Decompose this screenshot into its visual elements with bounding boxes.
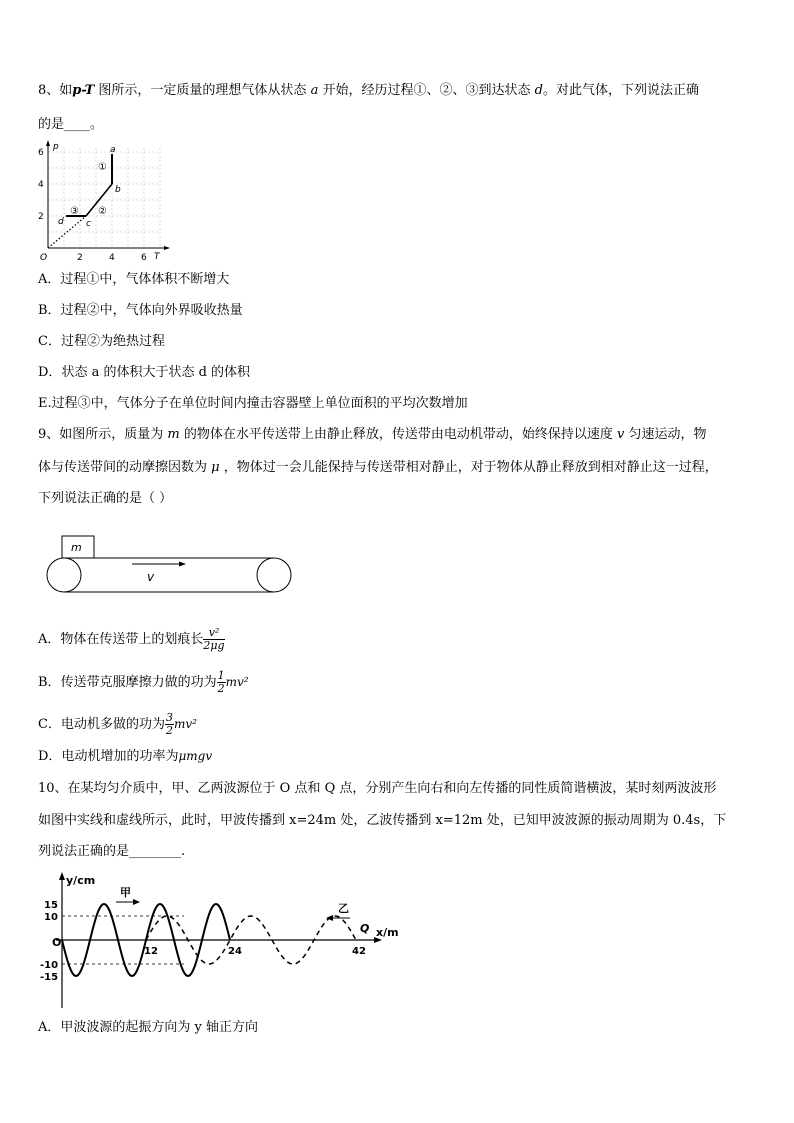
q9-option-c: C．电动机多做的功为 $\frac{3}{2}$ mv²	[38, 711, 197, 737]
q10-wave-yi-label: 乙	[338, 902, 349, 915]
q8-point-d: d	[58, 217, 64, 227]
q8-option-c: C．过程②为绝热过程	[38, 334, 165, 349]
q8-x-tick: 6	[141, 253, 147, 263]
q10-x-tick: 24	[228, 946, 242, 957]
q10-y-tick: 10	[44, 912, 58, 923]
q8-option-d: D．状态 a 的体积大于状态 d 的体积	[38, 365, 251, 380]
q9-velocity-symbol: v	[612, 427, 629, 442]
q9-option-d: D．电动机增加的功率为μmgv	[38, 749, 213, 764]
q9-stem-line3: 下列说法正确的是（ ）	[38, 491, 173, 506]
q8-point-c: c	[86, 219, 91, 229]
q8-point-a: a	[110, 145, 116, 155]
q8-state-d: d	[530, 83, 543, 98]
q8-y-tick: 4	[38, 180, 44, 190]
q8-stem-line1	[38, 83, 699, 99]
q8-x-tick: 4	[109, 253, 115, 263]
q9-block-label: m	[71, 541, 82, 554]
q8-stem-part: 。对此气体，下列说法正确	[542, 83, 699, 98]
q10-stem-line2: 如图中实线和虚线所示，此时，甲波传播到 x=24m 处，乙波传播到 x=12m 处，已知甲波波源的振动周期为 0.4s，下	[38, 813, 727, 828]
q8-y-tick: 2	[38, 212, 44, 222]
q10-stem-line1: 10、在某均匀介质中，甲、乙两波源位于 O 点和 Q 点，分别产生向右和向左传播的同性质简谐横波，某时刻两波波形	[38, 781, 717, 796]
q10-y-tick: -15	[40, 972, 59, 983]
q8-stem-part: 8、如	[38, 83, 73, 98]
q8-process-1-label: ①	[98, 162, 107, 173]
q9-option-b: B．传送带克服摩擦力做的功为 $\frac{1}{2}$ mv²	[38, 669, 249, 695]
q10-stem-line3: 列说法正确的是________.	[38, 844, 186, 859]
q10-q-label: Q	[360, 922, 370, 935]
q9-option-b-fraction: $\frac{1}{2}$	[217, 669, 225, 695]
q10-wave-graph	[34, 870, 414, 1015]
q8-option-a: A．过程①中，气体体积不断增大	[38, 272, 230, 287]
q8-x-label: T	[154, 252, 160, 262]
q10-option-a: A．甲波波源的起振方向为 y 轴正方向	[38, 1020, 258, 1035]
q8-y-arrow	[46, 140, 50, 146]
q10-y-tick: 15	[44, 900, 58, 911]
q8-option-b: B．过程②中，气体向外界吸收热量	[38, 303, 243, 318]
q8-pt-graph	[36, 140, 171, 265]
q8-x-tick: 2	[77, 253, 83, 263]
q9-conveyor-figure	[44, 534, 294, 598]
q8-process-3-label: ③	[70, 206, 79, 217]
q9-option-a-fraction: $\frac{\text{v²}}{2\mu g}$	[203, 626, 225, 652]
q8-point-b: b	[115, 185, 121, 195]
q10-y-tick: -10	[40, 960, 59, 971]
q10-y-label: y/cm	[66, 874, 96, 887]
q10-wave-jia-label: 甲	[120, 886, 131, 899]
q8-process-2-label: ②	[98, 206, 107, 217]
q8-option-e: E.过程③中，气体分子在单位时间内撞击容器壁上单位面积的平均次数增加	[38, 396, 468, 411]
q9-mass-symbol: m	[163, 427, 184, 442]
q8-stem-line2: 的是____。	[38, 117, 104, 132]
q9-option-a: A．物体在传送带上的划痕长 $\frac{\text{v²}}{2\mu g}$	[38, 626, 225, 652]
q9-left-roller	[47, 558, 81, 592]
q9-stem-line1: 9、如图所示，质量为 m 的物体在水平传送带上由静止释放，传送带由电动机带动，始终保持以速度 v 匀速运动，物	[38, 427, 707, 442]
q8-origin: O	[40, 253, 48, 263]
q8-x-arrow	[164, 246, 170, 250]
q10-x-tick: 42	[352, 946, 366, 957]
q8-state-a: a	[306, 83, 323, 98]
q8-pt-symbol: p-T	[72, 83, 95, 98]
q8-y-label: p	[53, 142, 59, 152]
q9-option-c-fraction: $\frac{3}{2}$	[165, 711, 173, 737]
q8-y-tick: 6	[38, 148, 44, 158]
q9-velocity-arrowhead	[179, 562, 186, 567]
q8-stem-part: 图所示，一定质量的理想气体从状态	[94, 83, 307, 98]
q8-stem-part: 开始，经历过程①、②、③到达状态	[322, 83, 531, 98]
q9-mu-symbol: μ	[207, 460, 224, 475]
q10-x-tick: 12	[144, 946, 158, 957]
q9-stem-line2: 体与传送带间的动摩擦因数为 μ ，物体过一会儿能保持与传送带相对静止，对于物体从静止释放到相对静止这一过程，	[38, 460, 718, 475]
q9-velocity-label: v	[147, 570, 155, 584]
q10-y-arrow	[59, 872, 65, 880]
q10-origin: O	[52, 936, 62, 949]
q9-right-roller	[257, 558, 291, 592]
q10-x-label: x/m	[376, 926, 399, 939]
q10-jia-arrowhead	[133, 899, 140, 905]
